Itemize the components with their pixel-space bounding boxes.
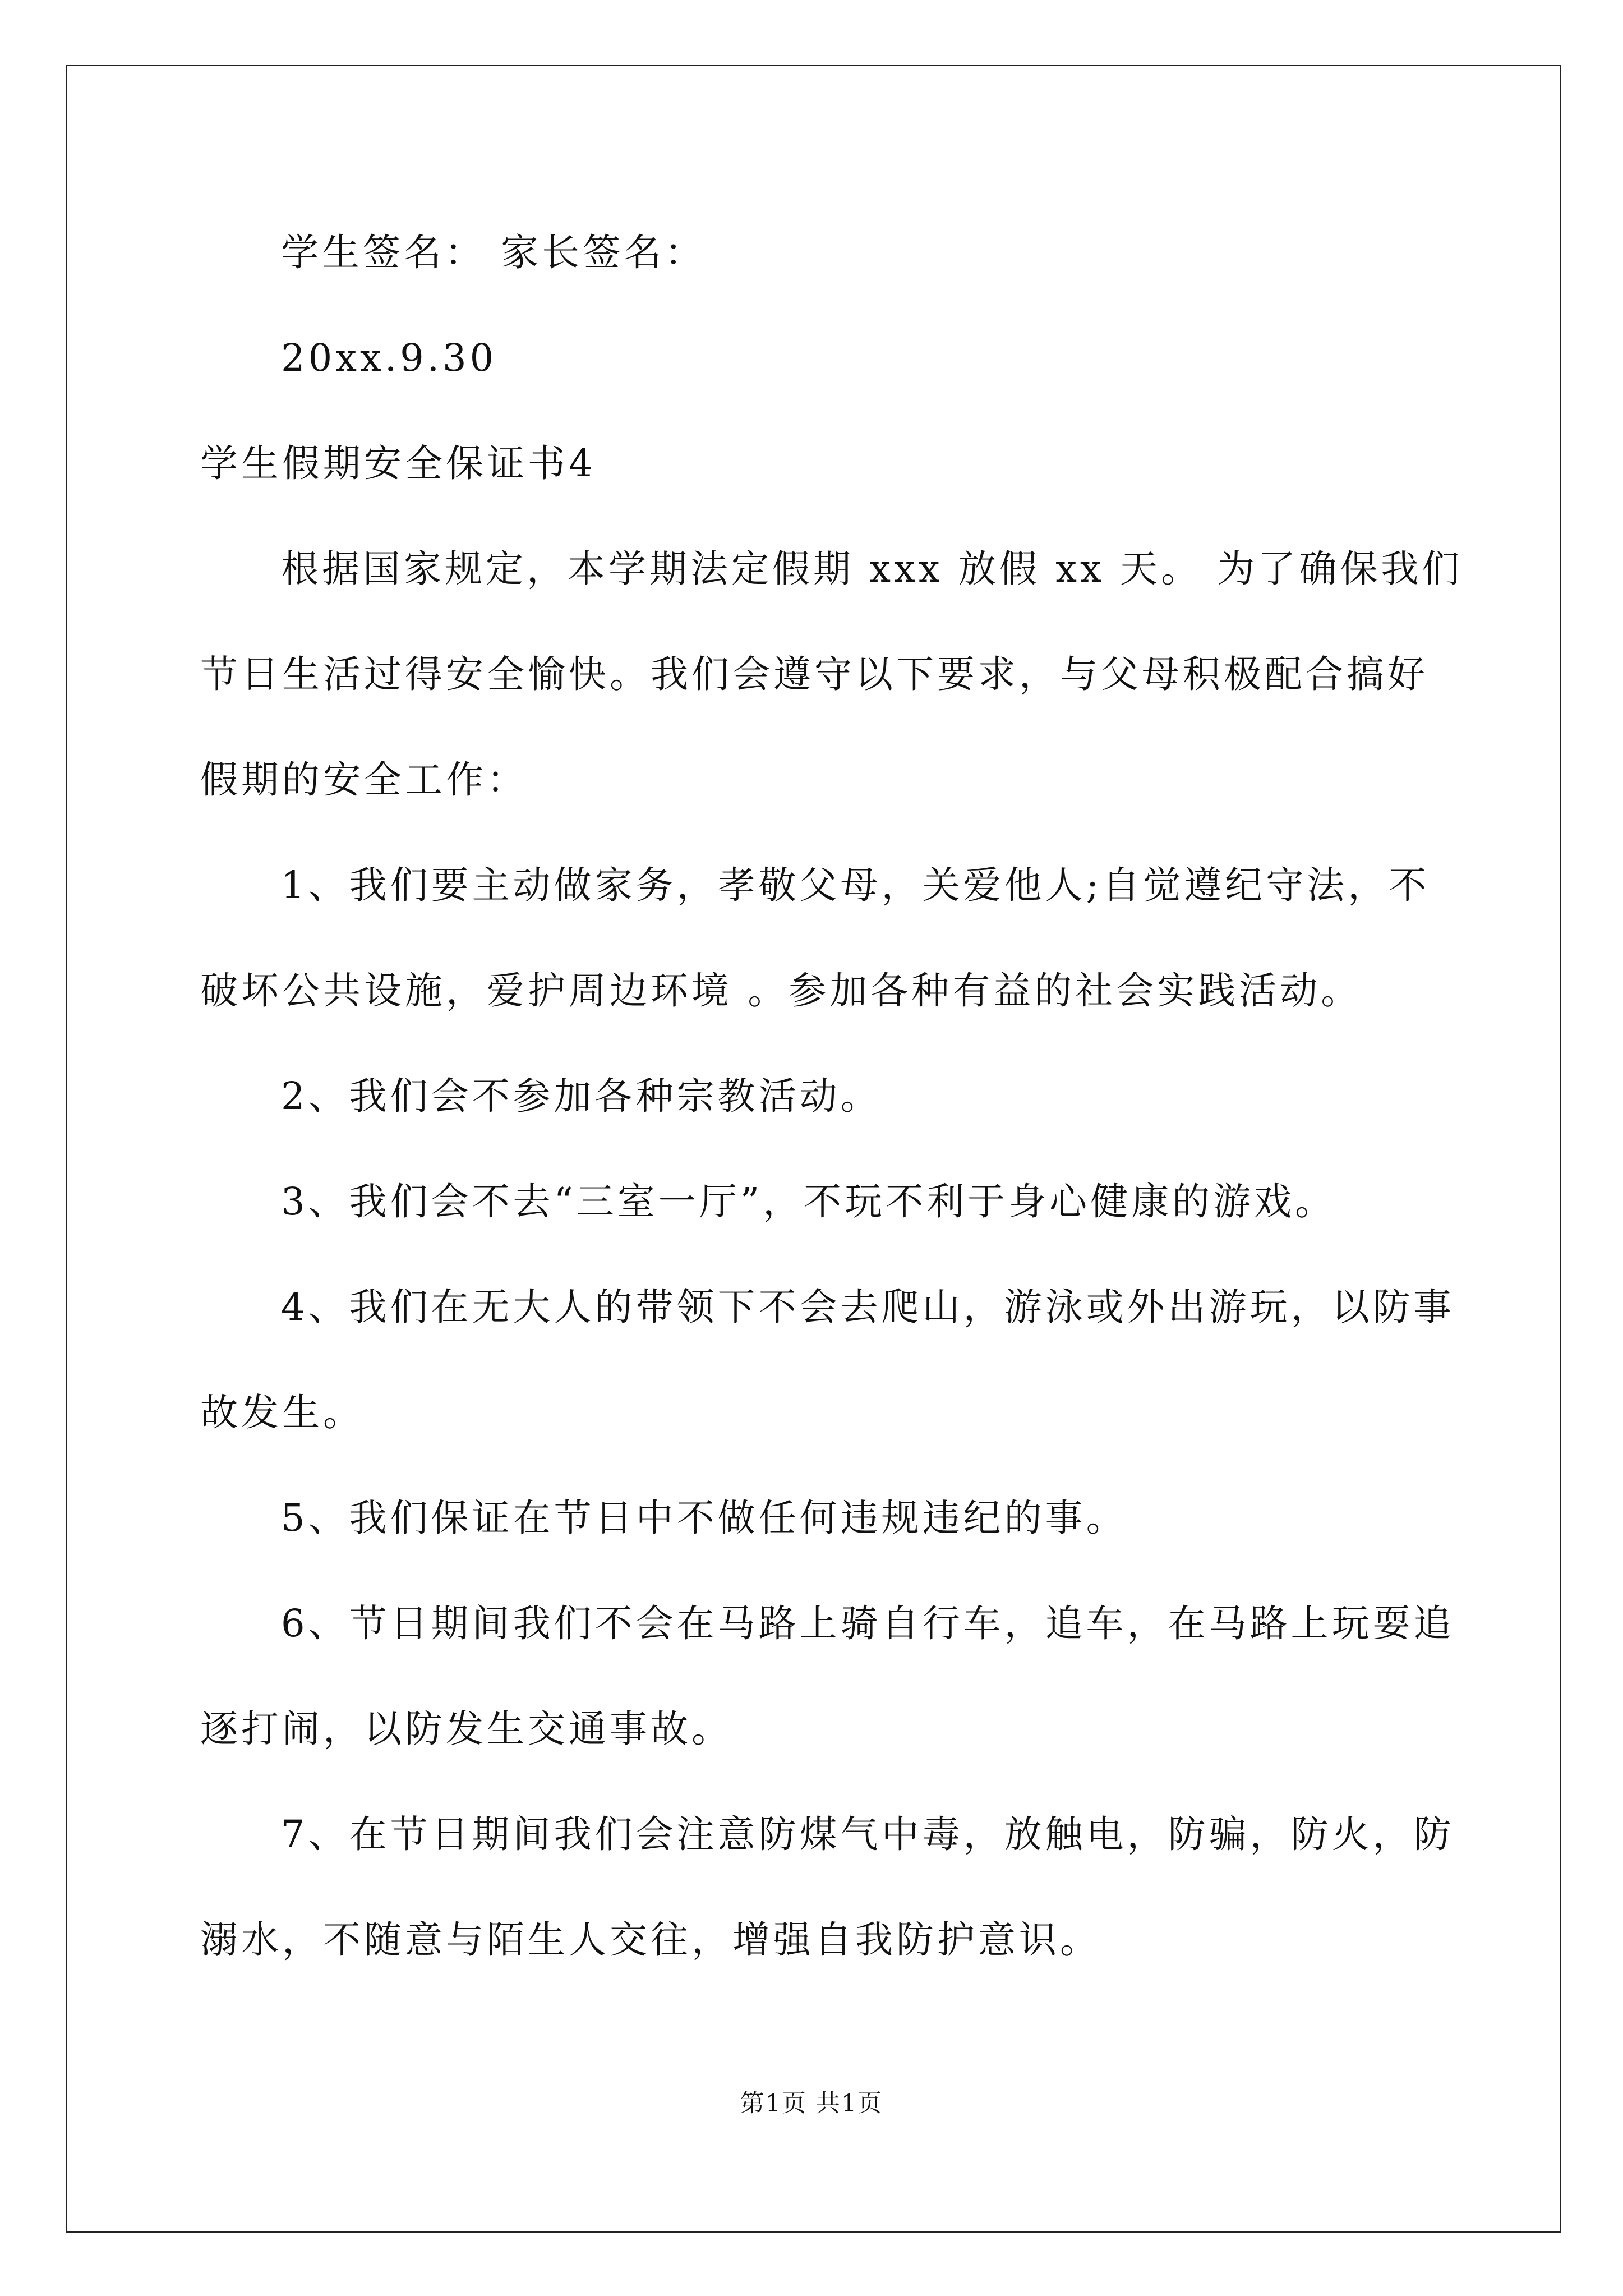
paragraph-line: 1、我们要主动做家务，孝敬父母，关爱他人;自觉遵纪守法，不 bbox=[281, 863, 1430, 907]
paragraph-line: 5、我们保证在节日中不做任何违规违纪的事。 bbox=[281, 1496, 1127, 1540]
paragraph-line: 破坏公共设施，爱护周边环境 。参加各种有益的社会实践活动。 bbox=[200, 969, 1362, 1013]
paragraph-line: 溺水，不随意与陌生人交往，增强自我防护意识。 bbox=[200, 1918, 1101, 1962]
paragraph-line: 根据国家规定，本学期法定假期 xxx 放假 xx 天。 为了确保我们 bbox=[281, 547, 1463, 591]
paragraph-line: 节日生活过得安全愉快。我们会遵守以下要求，与父母积极配合搞好 bbox=[200, 652, 1428, 696]
paragraph-line: 假期的安全工作： bbox=[200, 758, 528, 802]
paragraph-line: 7、在节日期间我们会注意防煤气中毒，放触电，防骗，防火，防 bbox=[281, 1812, 1455, 1856]
signature-line: 学生签名： 家长签名： bbox=[281, 231, 706, 274]
paragraph-line: 逐打闹，以防发生交通事故。 bbox=[200, 1707, 732, 1751]
paragraph-line: 4、我们在无大人的带领下不会去爬山，游泳或外出游玩，以防事 bbox=[281, 1285, 1455, 1329]
paragraph-line: 6、节日期间我们不会在马路上骑自行车，追车，在马路上玩耍追 bbox=[281, 1602, 1455, 1645]
paragraph-line: 故发生。 bbox=[200, 1391, 364, 1434]
section-title: 学生假期安全保证书4 bbox=[200, 441, 596, 485]
paragraph-line: 3、我们会不去“三室一厅”，不玩不利于身心健康的游戏。 bbox=[281, 1180, 1336, 1223]
paragraph-line: 2、我们会不参加各种宗教活动。 bbox=[281, 1074, 882, 1118]
page-footer: 第1页 共1页 bbox=[740, 2090, 883, 2118]
date-line: 20xx.9.30 bbox=[281, 336, 497, 380]
page-border bbox=[66, 65, 1561, 2233]
